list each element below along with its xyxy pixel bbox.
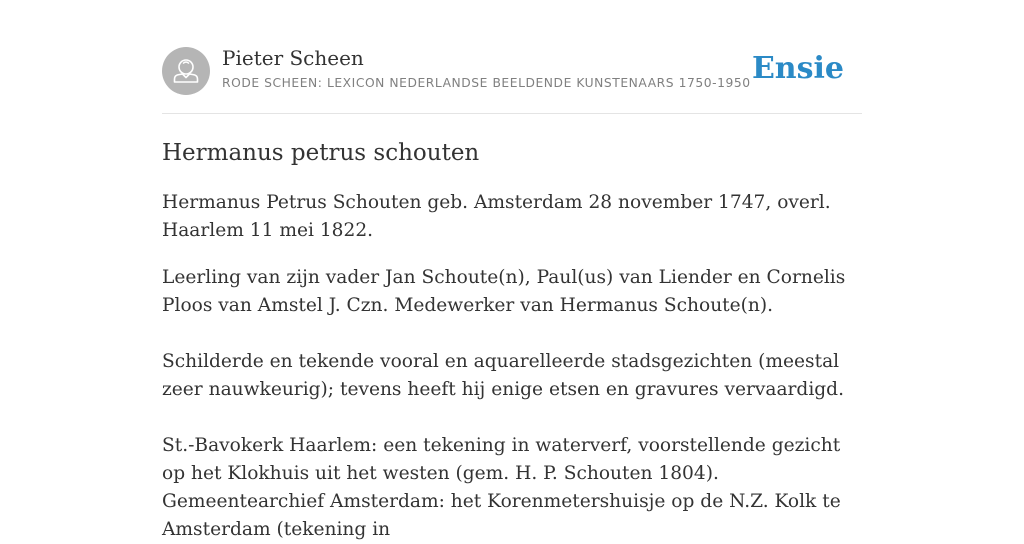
- article-container: [162, 0, 862, 540]
- author-avatar[interactable]: [162, 47, 210, 95]
- paragraph-training: Leerling van zijn vader Jan Schoute(n), Paul(us) van Liender en Cornelis Ploos van Amstel J. Czn. Medewerker van Hermanus Schoute(n).: [162, 267, 846, 316]
- paragraph-collections: St.-Bavokerk Haarlem: een tekening in waterverf, voorstellende gezicht op het Klokhuis uit het westen (gem. H. P. Schouten 1804). Gemeentearchief Amsterdam: het Korenmetershuisje op de N.Z. Kolk te Amsterdam (tekening in: [162, 435, 841, 540]
- source-title[interactable]: RODE SCHEEN: LEXICON NEDERLANDSE BEELDENDE KUNSTENAARS 1750-1950: [222, 76, 751, 90]
- paragraph-birth: Hermanus Petrus Schouten geb. Amsterdam 28 november 1747, overl. Haarlem 11 mei 1822.: [162, 192, 831, 241]
- paragraph-work: Schilderde en tekende vooral en aquarelleerde stadsgezichten (meestal zeer nauwkeurig); tevens heeft hij enige etsen en gravures vervaardigd.: [162, 351, 844, 400]
- ensie-logo[interactable]: Ensie: [751, 51, 844, 86]
- article-body: [162, 189, 862, 544]
- author-name[interactable]: Pieter Scheen: [222, 46, 364, 70]
- article-title: Hermanus petrus schouten: [162, 140, 480, 166]
- user-icon: [162, 47, 210, 95]
- article-header: [162, 0, 862, 114]
